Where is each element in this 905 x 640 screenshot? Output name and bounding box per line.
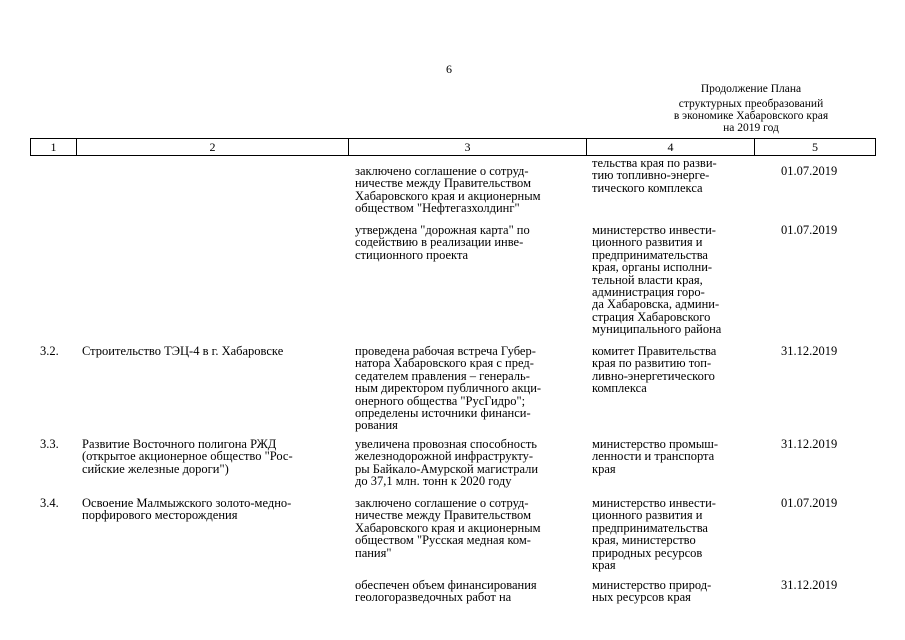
date-cell: 01.07.2019 bbox=[781, 223, 838, 237]
page-number: 6 bbox=[446, 62, 452, 76]
table-header-cell: 2 bbox=[77, 139, 349, 155]
item-number: 3.3. bbox=[40, 437, 59, 451]
responsible-cell: комитет Правительства края по развитию топ- ливно-энергетического комплекса bbox=[592, 344, 717, 396]
item-name: Освоение Малмыжского золото-медно- порфирового месторождения bbox=[82, 496, 292, 523]
result-cell: утверждена "дорожная карта" по содействию в реализации инве- стиционного проекта bbox=[355, 223, 530, 262]
table-header-cell: 1 bbox=[31, 139, 77, 155]
date-cell: 01.07.2019 bbox=[781, 164, 838, 178]
item-number: 3.2. bbox=[40, 344, 59, 358]
responsible-cell: министерство природ- ных ресурсов края bbox=[592, 578, 712, 605]
table-header-cell: 3 bbox=[349, 139, 587, 155]
table-header-cell: 5 bbox=[812, 140, 818, 154]
item-name: Строительство ТЭЦ-4 в г. Хабаровске bbox=[82, 344, 284, 358]
date-cell: 31.12.2019 bbox=[781, 344, 838, 358]
item-name: Развитие Восточного полигона РЖД (открытое акционерное общество "Рос- сийские железные дороги") bbox=[82, 437, 293, 476]
result-cell: увеличена провозная способность железнодорожной инфраструкту- ры Байкало-Амурской магистрали до 37,1 млн. тонн к 2020 году bbox=[355, 437, 539, 489]
result-cell: проведена рабочая встреча Губер- натора Хабаровского края с пред- седателем правления – генераль- ным директором публичного акци- онерного общества "РусГидро"; определены источники финанси- рования bbox=[355, 344, 542, 433]
continuation-line: структурных преобразований bbox=[678, 98, 824, 110]
responsible-cell: министерство инвести- ционного развития и предпринимательства края, министерство природных ресурсов края bbox=[592, 496, 716, 573]
continuation-line: на 2019 год bbox=[723, 122, 779, 134]
item-number: 3.4. bbox=[40, 496, 59, 510]
table-header-cell: 4 bbox=[587, 139, 755, 155]
responsible-cell: министерство промыш- ленности и транспорта края bbox=[592, 437, 719, 476]
result-cell: заключено соглашение о сотруд- ничестве между Правительством Хабаровского края и акционерным обществом "Русская медная ком- пания" bbox=[355, 496, 541, 560]
continuation-header bbox=[655, 83, 847, 134]
date-cell: 31.12.2019 bbox=[781, 578, 838, 592]
table-header-row bbox=[30, 138, 876, 156]
continuation-line: в экономике Хабаровского края bbox=[673, 110, 829, 122]
date-cell: 01.07.2019 bbox=[781, 496, 838, 510]
date-cell: 31.12.2019 bbox=[781, 437, 838, 451]
responsible-cell: тельства края по разви- тию топливно-энерге- тического комплекса bbox=[592, 156, 717, 195]
responsible-cell: министерство инвести- ционного развития и предпринимательства края, органы исполни- тельной власти края, администрация горо- да Хабаровска, админи- страция Хабаровского муниципального района bbox=[592, 223, 722, 337]
continuation-line: Продолжение Плана bbox=[700, 83, 802, 95]
result-cell: заключено соглашение о сотруд- ничестве между Правительством Хабаровского края и акционерным обществом "Нефтегазхолдинг" bbox=[355, 164, 541, 216]
result-cell: обеспечен объем финансирования геологоразведочных работ на bbox=[355, 578, 537, 605]
